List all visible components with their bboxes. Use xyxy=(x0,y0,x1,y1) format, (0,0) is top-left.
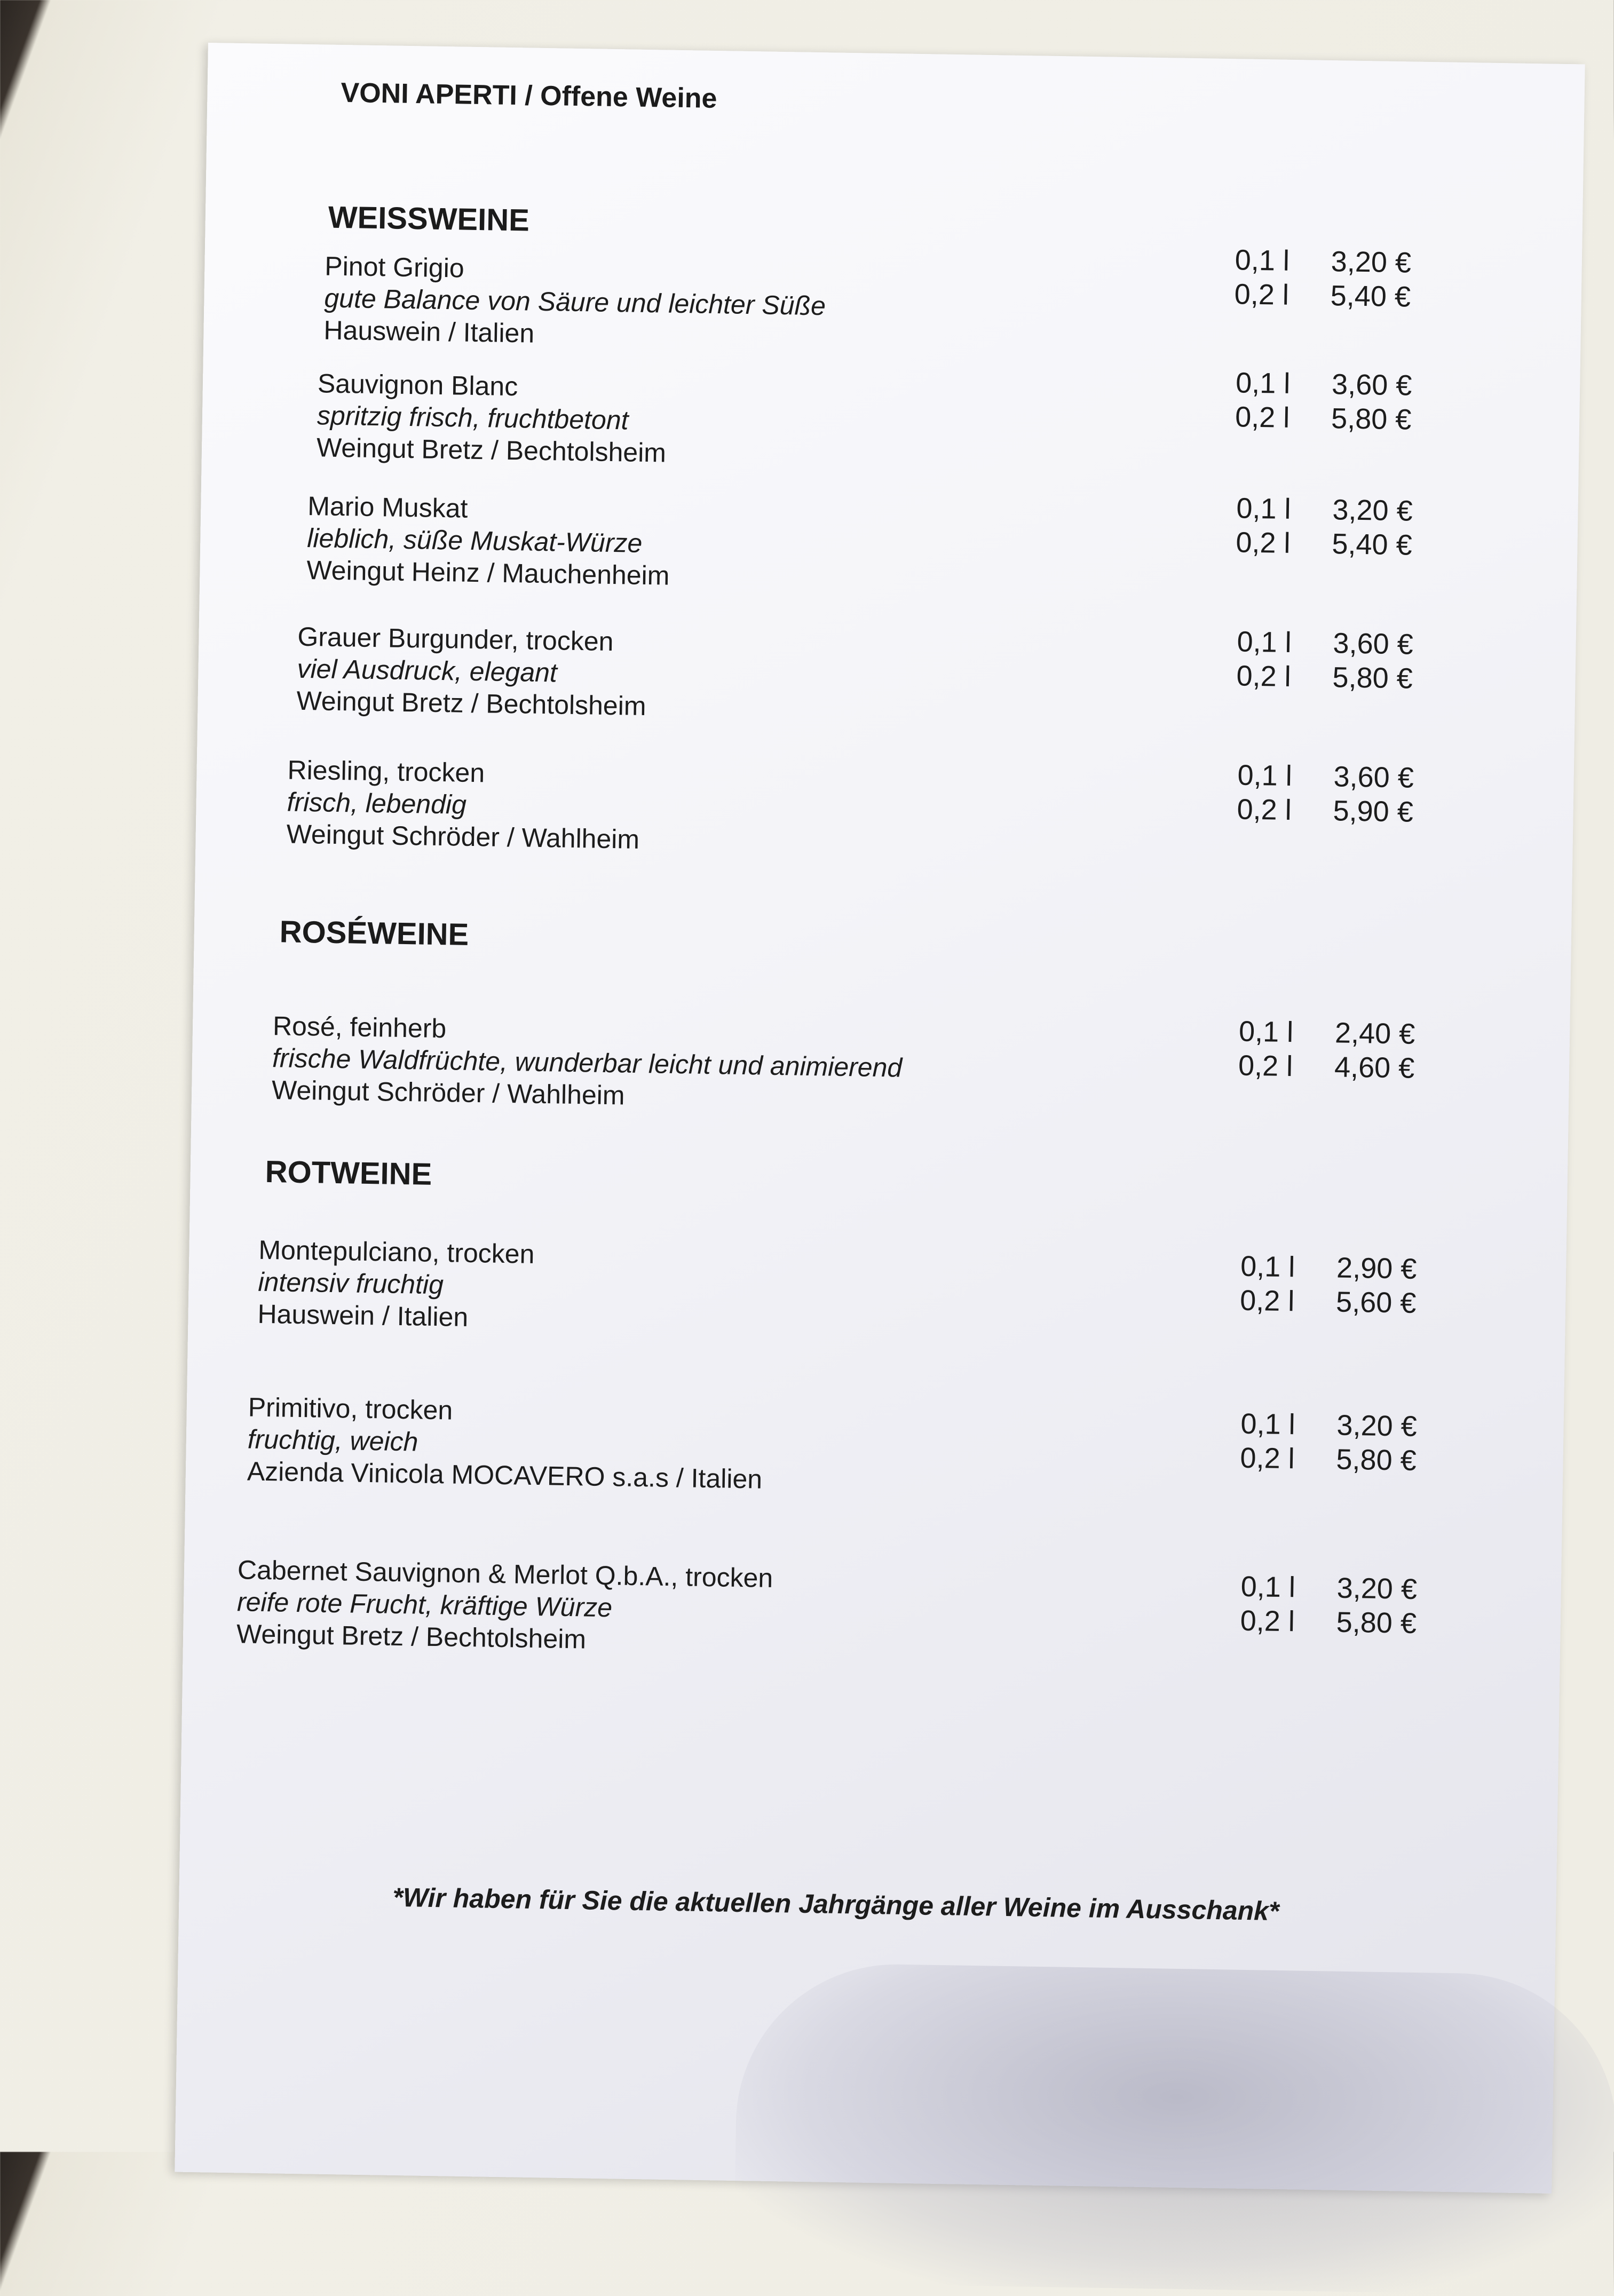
menu-title: VONI APERTI / Offene Weine xyxy=(341,77,717,114)
volume: 0,1 l xyxy=(1235,367,1291,400)
wine-origin: Weingut Heinz / Mauchenheim xyxy=(306,555,670,591)
wine-description: viel Ausdruck, elegant xyxy=(297,653,558,688)
volume: 0,2 l xyxy=(1237,793,1292,827)
wine-origin: Weingut Bretz / Bechtolsheim xyxy=(316,432,667,468)
wine-name: Pinot Grigio xyxy=(325,251,465,283)
wine-origin: Weingut Bretz / Bechtolsheim xyxy=(296,685,646,722)
section-heading-red: ROTWEINE xyxy=(265,1154,432,1192)
price: 5,40 € xyxy=(1332,528,1413,561)
wine-description: spritzig frisch, fruchtbetont xyxy=(317,400,629,436)
volume: 0,2 l xyxy=(1240,1442,1295,1475)
wine-origin: Hauswein / Italien xyxy=(257,1299,469,1332)
footer-note: *Wir haben für Sie die aktuellen Jahrgänge aller Weine im Ausschank* xyxy=(392,1882,1279,1926)
wine-prices xyxy=(1235,366,1439,437)
wine-origin: Weingut Bretz / Bechtolsheim xyxy=(236,1619,587,1654)
wine-name: Rosé, feinherb xyxy=(272,1011,447,1044)
price: 2,40 € xyxy=(1334,1017,1415,1050)
volume: 0,2 l xyxy=(1236,660,1292,693)
price: 5,80 € xyxy=(1332,661,1413,695)
price: 3,60 € xyxy=(1333,627,1414,661)
price: 3,60 € xyxy=(1333,761,1414,794)
wine-prices xyxy=(1240,1407,1444,1478)
wine-name: Sauvignon Blanc xyxy=(317,368,518,402)
wine-origin: Weingut Schröder / Wahlheim xyxy=(271,1075,625,1111)
volume: 0,2 l xyxy=(1234,278,1289,311)
wine-item xyxy=(323,250,826,354)
volume: 0,1 l xyxy=(1240,1250,1295,1284)
price: 3,20 € xyxy=(1331,246,1412,279)
price: 3,20 € xyxy=(1336,1572,1418,1605)
wine-name: Montepulciano, trocken xyxy=(258,1234,535,1269)
wine-prices xyxy=(1240,1570,1444,1641)
volume: 0,1 l xyxy=(1238,1015,1294,1049)
volume: 0,1 l xyxy=(1240,1570,1296,1604)
volume: 0,2 l xyxy=(1238,1049,1293,1083)
volume: 0,1 l xyxy=(1237,759,1293,793)
volume: 0,1 l xyxy=(1236,492,1292,525)
wine-item xyxy=(236,1554,773,1658)
wine-origin: Weingut Schröder / Wahlheim xyxy=(286,819,640,854)
price: 3,20 € xyxy=(1336,1409,1418,1443)
wine-description: intensiv fruchtig xyxy=(258,1266,444,1300)
wine-item xyxy=(317,367,668,469)
wine-name: Riesling, trocken xyxy=(287,755,485,788)
wine-name: Grauer Burgunder, trocken xyxy=(297,621,614,657)
volume: 0,1 l xyxy=(1237,626,1292,659)
price: 3,20 € xyxy=(1332,494,1413,527)
wine-item xyxy=(257,1234,535,1334)
wine-description: gute Balance von Säure und leichter Süße xyxy=(324,283,826,321)
wine-item xyxy=(296,621,647,722)
price: 3,60 € xyxy=(1331,368,1412,402)
price: 5,40 € xyxy=(1330,280,1411,313)
price: 5,90 € xyxy=(1333,795,1414,828)
wine-name: Primitivo, trocken xyxy=(248,1392,453,1426)
volume: 0,1 l xyxy=(1240,1407,1296,1441)
section-heading-rose: ROSÉWEINE xyxy=(279,914,469,952)
menu-sheet xyxy=(175,43,1585,2194)
wine-description: fruchtig, weich xyxy=(247,1424,418,1457)
wine-item xyxy=(272,1010,903,1116)
wine-origin: Hauswein / Italien xyxy=(323,315,535,349)
wine-prices xyxy=(1236,491,1439,563)
wine-item xyxy=(306,490,671,592)
wine-prices xyxy=(1238,1015,1442,1086)
wine-prices xyxy=(1237,758,1441,829)
volume: 0,2 l xyxy=(1239,1284,1295,1318)
wine-origin: Azienda Vinicola MOCAVERO s.a.s / Italien xyxy=(247,1456,763,1494)
wine-description: reife rote Frucht, kräftige Würze xyxy=(236,1587,613,1623)
price: 5,60 € xyxy=(1335,1286,1417,1319)
wine-name: Mario Muskat xyxy=(307,491,468,524)
wine-item xyxy=(286,754,640,856)
wine-description: frische Waldfrüchte, wunderbar leicht und animierend xyxy=(272,1043,903,1083)
wine-item xyxy=(247,1391,763,1495)
price: 5,80 € xyxy=(1331,402,1412,436)
volume: 0,2 l xyxy=(1236,526,1291,559)
volume: 0,1 l xyxy=(1235,244,1290,277)
price: 5,80 € xyxy=(1336,1606,1417,1640)
wine-prices xyxy=(1236,624,1440,696)
wine-description: lieblich, süße Muskat-Würze xyxy=(307,523,643,558)
volume: 0,2 l xyxy=(1240,1604,1295,1638)
shadow-overlay xyxy=(733,1962,1614,2296)
price: 4,60 € xyxy=(1334,1051,1415,1084)
volume: 0,2 l xyxy=(1235,401,1290,434)
price: 5,80 € xyxy=(1336,1443,1417,1477)
wine-name: Cabernet Sauvignon & Merlot Q.b.A., trocken xyxy=(237,1555,773,1593)
wine-description: frisch, lebendig xyxy=(287,787,467,820)
wine-prices xyxy=(1234,243,1438,314)
section-heading-white: WEISSWEINE xyxy=(328,200,530,238)
wine-prices xyxy=(1240,1249,1444,1321)
price: 2,90 € xyxy=(1336,1252,1417,1285)
